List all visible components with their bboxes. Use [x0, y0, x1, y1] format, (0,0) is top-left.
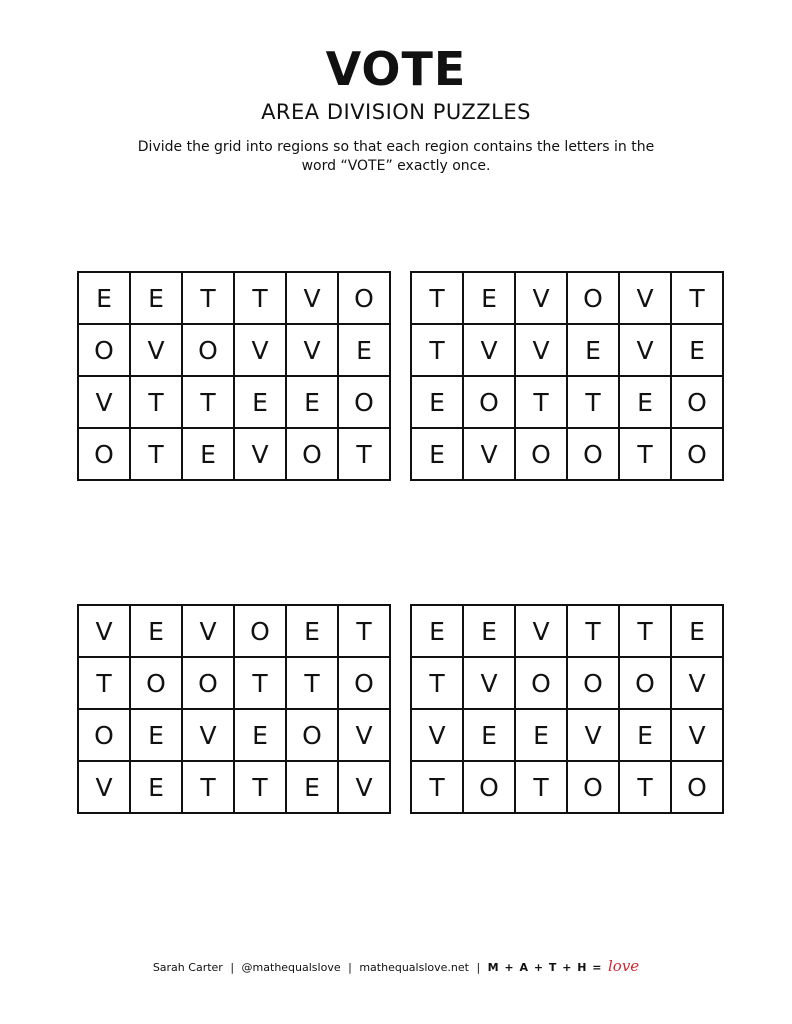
grid-row — [411, 761, 723, 813]
grid-row — [78, 657, 390, 709]
grid-cell: T — [234, 657, 286, 709]
grid-cell: O — [78, 324, 130, 376]
grid-cell: O — [567, 657, 619, 709]
grid-cell: O — [286, 709, 338, 761]
grid-cell: O — [338, 657, 390, 709]
footer-separator: | — [230, 961, 235, 974]
puzzle-grid-2 — [410, 271, 724, 481]
grid-cell: E — [671, 605, 723, 657]
grid-row — [78, 761, 390, 813]
grid-cell: V — [338, 709, 390, 761]
grid-cell: O — [463, 376, 515, 428]
grid-row — [411, 272, 723, 324]
grid-row — [411, 657, 723, 709]
grid-cell: V — [182, 709, 234, 761]
grid-cell: E — [130, 272, 182, 324]
grid-cell: E — [130, 761, 182, 813]
grid-cell: O — [338, 376, 390, 428]
puzzle-grid-1 — [77, 271, 391, 481]
page-title: VOTE — [325, 42, 467, 96]
grid-cell: O — [567, 428, 619, 480]
footer-separator: | — [476, 961, 481, 974]
grid-cell: E — [619, 376, 671, 428]
grid-cell: T — [411, 761, 463, 813]
grid-cell: O — [619, 657, 671, 709]
grid-cell: V — [130, 324, 182, 376]
grid-cell: V — [619, 324, 671, 376]
grid-cell: V — [515, 272, 567, 324]
grid-cell: E — [463, 709, 515, 761]
footer-author: Sarah Carter — [152, 961, 223, 974]
grid-cell: O — [671, 428, 723, 480]
grid-cell: E — [130, 709, 182, 761]
grid-cell: V — [463, 324, 515, 376]
grid-row — [411, 428, 723, 480]
grid-cell: T — [182, 761, 234, 813]
grid-cell: O — [182, 324, 234, 376]
grid-cell: T — [286, 657, 338, 709]
grid-row — [78, 272, 390, 324]
grid-cell: E — [286, 761, 338, 813]
grid-cell: T — [130, 428, 182, 480]
grid-cell: V — [78, 605, 130, 657]
grid-cell: V — [463, 657, 515, 709]
grid-cell: E — [619, 709, 671, 761]
grid-cell: V — [515, 605, 567, 657]
grid-cell: T — [78, 657, 130, 709]
grid-cell: V — [286, 272, 338, 324]
grid-cell: T — [411, 272, 463, 324]
grid-cell: O — [286, 428, 338, 480]
instructions-line-2: word “VOTE” exactly once. — [301, 158, 491, 174]
instructions — [110, 138, 682, 176]
grid-cell: T — [338, 428, 390, 480]
grid-cell: T — [182, 272, 234, 324]
grid-cell: E — [338, 324, 390, 376]
puzzle-grid-3 — [77, 604, 391, 814]
grid-cell: E — [286, 376, 338, 428]
grid-row — [411, 709, 723, 761]
grid-cell: T — [567, 605, 619, 657]
footer-handle: @mathequalslove — [241, 961, 341, 974]
footer-separator: | — [348, 961, 352, 974]
grid-cell: T — [234, 761, 286, 813]
grid-cell: T — [411, 657, 463, 709]
grid-cell: E — [78, 272, 130, 324]
grid-row — [411, 324, 723, 376]
grid-cell: T — [515, 761, 567, 813]
grid-cell: O — [567, 272, 619, 324]
grid-cell: T — [338, 605, 390, 657]
grid-cell: E — [234, 709, 286, 761]
grid-cell: T — [671, 272, 723, 324]
grid-cell: T — [234, 272, 286, 324]
grid-cell: V — [463, 428, 515, 480]
grid-cell: O — [671, 761, 723, 813]
grid-cell: E — [463, 605, 515, 657]
footer-website: mathequalslove.net — [359, 961, 469, 974]
grid-cell: O — [182, 657, 234, 709]
grid-cell: V — [78, 761, 130, 813]
grid-cell: V — [671, 709, 723, 761]
grid-cell: V — [182, 605, 234, 657]
grid-cell: E — [411, 428, 463, 480]
grid-cell: E — [130, 605, 182, 657]
grid-row — [78, 376, 390, 428]
grid-cell: V — [619, 272, 671, 324]
grid-cell: E — [286, 605, 338, 657]
grid-cell: V — [567, 709, 619, 761]
grid-cell: E — [234, 376, 286, 428]
grid-cell: T — [515, 376, 567, 428]
grid-cell: V — [411, 709, 463, 761]
grid-cell: V — [234, 428, 286, 480]
grid-cell: O — [78, 709, 130, 761]
grid-cell: O — [78, 428, 130, 480]
grid-cell: O — [463, 761, 515, 813]
grid-cell: T — [619, 761, 671, 813]
grid-row — [411, 605, 723, 657]
grid-row — [78, 605, 390, 657]
grid-cell: O — [234, 605, 286, 657]
grid-cell: O — [515, 428, 567, 480]
grid-cell: V — [78, 376, 130, 428]
grid-cell: T — [182, 376, 234, 428]
grid-cell: O — [338, 272, 390, 324]
grid-row — [78, 428, 390, 480]
grid-cell: T — [619, 605, 671, 657]
page-subtitle: AREA DIVISION PUZZLES — [261, 100, 531, 124]
grid-cell: E — [515, 709, 567, 761]
grid-row — [78, 324, 390, 376]
grid-row — [411, 376, 723, 428]
grid-cell: V — [338, 761, 390, 813]
grid-cell: V — [286, 324, 338, 376]
grid-cell: O — [130, 657, 182, 709]
love-logo: love — [608, 957, 640, 975]
grid-cell: O — [567, 761, 619, 813]
grid-cell: V — [234, 324, 286, 376]
puzzle-grid-4 — [410, 604, 724, 814]
instructions-line-1: Divide the grid into regions so that each region contains the letters in the — [137, 139, 655, 155]
grid-cell: V — [671, 657, 723, 709]
grid-cell: E — [671, 324, 723, 376]
footer-brand: M + A + T + H = — [487, 961, 603, 974]
grid-cell: T — [130, 376, 182, 428]
grid-cell: V — [515, 324, 567, 376]
grid-cell: T — [411, 324, 463, 376]
grid-cell: E — [182, 428, 234, 480]
grid-cell: T — [567, 376, 619, 428]
grid-cell: T — [619, 428, 671, 480]
grid-cell: E — [463, 272, 515, 324]
footer — [0, 957, 792, 975]
grid-cell: E — [567, 324, 619, 376]
grid-cell: E — [411, 376, 463, 428]
grid-cell: O — [671, 376, 723, 428]
grid-cell: O — [515, 657, 567, 709]
grid-cell: E — [411, 605, 463, 657]
grid-row — [78, 709, 390, 761]
